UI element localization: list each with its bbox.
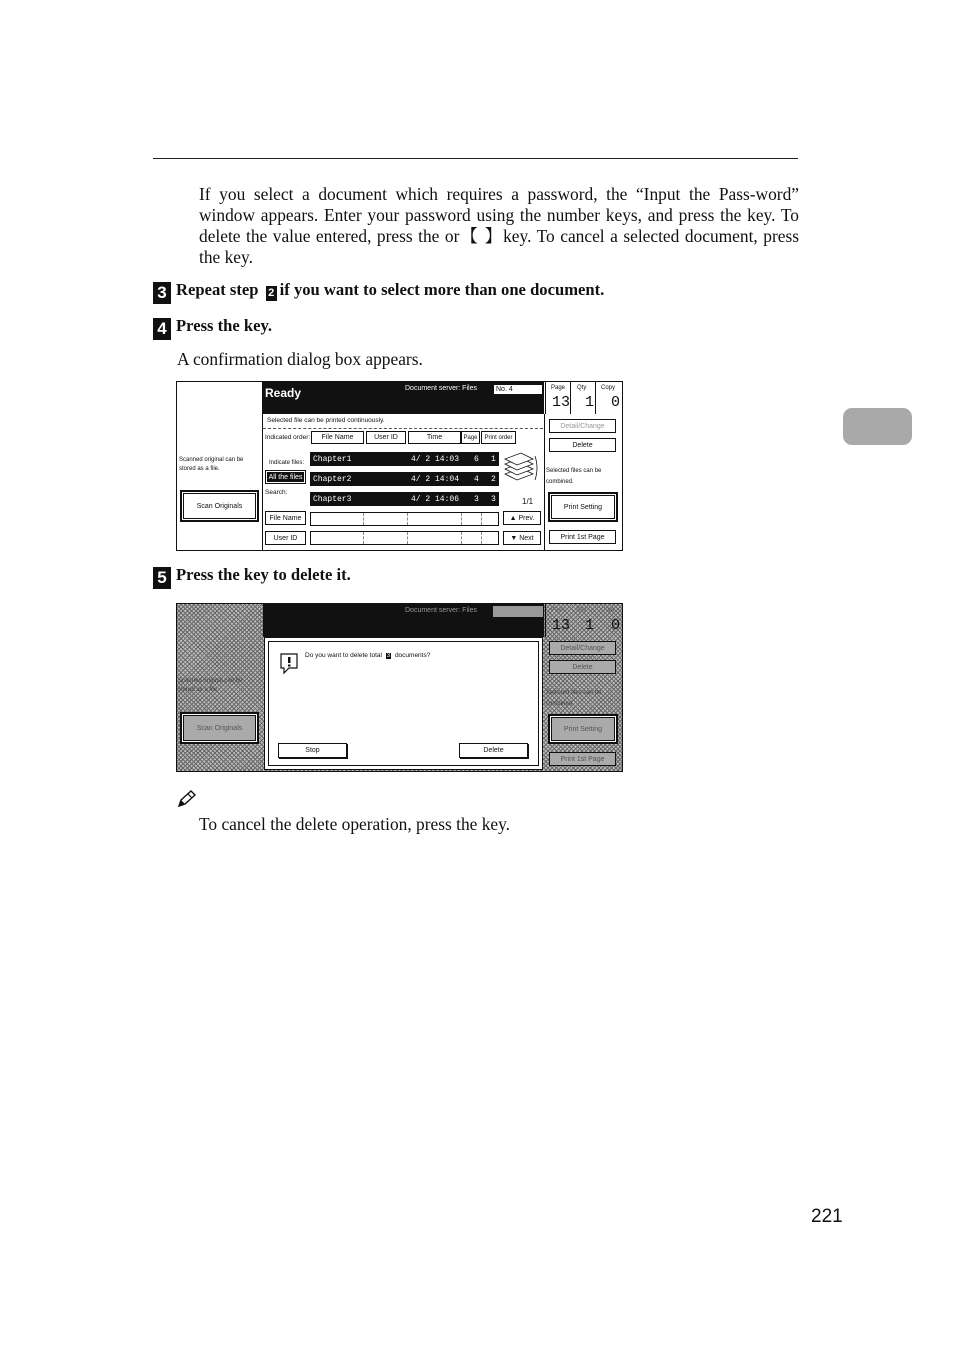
confirm-question: Do you want to delete total 3 documents? — [305, 652, 431, 659]
number-field: No. 4 — [493, 384, 543, 395]
combined-info: Selected files can be combined. — [546, 468, 602, 485]
left-info: Scanned original can be stored as a file. — [178, 678, 243, 693]
all-files-button[interactable]: All the files — [265, 470, 306, 484]
prev-button[interactable]: ▲ Prev. — [503, 511, 541, 525]
step-ref-number: 2 — [266, 286, 277, 301]
page-number: 221 — [811, 1206, 843, 1227]
step-4-result: A confirmation dialog box appears. — [177, 349, 423, 369]
counter-value: 1 — [585, 394, 595, 411]
order-label: Indicated order: — [265, 434, 311, 441]
status-text: Ready — [265, 386, 302, 400]
file-time: 4/ 2 14:03 — [411, 454, 460, 464]
sort-user-id-button[interactable]: User ID — [366, 431, 406, 444]
screen-file-list — [176, 381, 623, 551]
sort-print-order-button[interactable]: Print order — [481, 431, 516, 444]
pager-text: 1/1 — [522, 497, 534, 506]
file-page: 4 — [474, 474, 479, 484]
search-label: Search: — [265, 489, 288, 496]
table-row[interactable] — [310, 452, 499, 466]
note-pencil-icon — [176, 790, 196, 808]
search-file-name-button[interactable]: File Name — [265, 511, 306, 525]
table-row-empty[interactable] — [310, 512, 499, 526]
counter-label: Page — [551, 607, 566, 613]
step-text: Press the key to delete it. — [176, 565, 351, 584]
counter-label: Page — [551, 385, 566, 391]
step-text: Press the key. — [176, 316, 273, 335]
print-first-page-button: Print 1st Page — [549, 752, 616, 766]
next-button[interactable]: ▼ Next — [503, 531, 541, 545]
counter-value: 13 — [552, 617, 571, 634]
file-order: 3 — [491, 494, 496, 504]
scan-originals-button[interactable]: Scan Originals — [180, 490, 259, 522]
file-name: Chapter2 — [313, 474, 352, 484]
print-setting-button: Print Setting — [548, 714, 618, 744]
table-row[interactable] — [310, 472, 499, 486]
scan-originals-button: Scan Originals — [180, 712, 259, 744]
sort-time-button[interactable]: Time — [408, 431, 461, 444]
file-page: 3 — [474, 494, 479, 504]
counter-label: Qty — [577, 385, 587, 391]
counter-panel — [545, 604, 622, 637]
count-badge: 3 — [386, 653, 391, 659]
step-number: 5 — [153, 567, 171, 589]
chapter-tab — [843, 408, 912, 445]
file-name: Chapter3 — [313, 494, 352, 504]
step-3 — [153, 280, 604, 304]
step-number: 4 — [153, 318, 171, 340]
counter-value: 1 — [585, 617, 595, 634]
counter-label: Copy — [601, 385, 616, 391]
exclamation-icon — [279, 652, 301, 676]
file-page: 6 — [474, 454, 479, 464]
table-row-empty[interactable] — [310, 531, 499, 545]
delete-button: Delete — [549, 660, 616, 674]
delete-button[interactable]: Delete — [549, 438, 616, 452]
indicate-label: Indicate files: — [269, 460, 305, 466]
file-order: 2 — [491, 474, 496, 484]
table-row[interactable] — [310, 492, 499, 506]
header-rule — [153, 158, 798, 159]
note-text: To cancel the delete operation, press the key. — [199, 814, 511, 834]
confirm-delete-button[interactable]: Delete — [459, 743, 528, 758]
step-4 — [153, 316, 272, 340]
combined-info: Selected files can be combined. — [546, 690, 602, 707]
file-time: 4/ 2 14:04 — [411, 474, 460, 484]
file-time: 4/ 2 14:06 — [411, 494, 460, 504]
counter-panel — [545, 382, 622, 414]
file-stack-icon — [503, 450, 539, 486]
stop-button[interactable]: Stop — [278, 743, 347, 758]
step-5 — [153, 565, 351, 589]
sort-file-name-button[interactable]: File Name — [311, 431, 364, 444]
print-setting-button[interactable]: Print Setting — [548, 492, 618, 522]
step-text-after: if you want to select more than one document. — [279, 280, 605, 299]
info-banner: Selected file can be printed continuously. — [267, 417, 385, 424]
file-order: 1 — [491, 454, 496, 464]
step-number: 3 — [153, 282, 171, 304]
search-user-id-button[interactable]: User ID — [265, 531, 306, 545]
counter-value: 13 — [552, 394, 571, 411]
counter-label: Copy — [601, 607, 616, 613]
counter-label: Qty — [577, 607, 587, 613]
screen-delete-confirm — [176, 603, 623, 772]
detail-change-button[interactable]: Detail/Change — [549, 419, 616, 433]
screen-title: Document server: Files — [405, 385, 477, 392]
step-text: Repeat step — [176, 280, 259, 299]
intro-paragraph: If you select a document which requires a password, the “Input the Pass-word” window appears. Enter your password using the number keys, and press the key. To delete the value entered, press the or【 】key. To cancel a selected document, press the key. — [199, 184, 799, 267]
file-name: Chapter1 — [313, 454, 352, 464]
counter-value: 0 — [611, 394, 621, 411]
left-info: Scanned original can be stored as a file. — [179, 457, 244, 472]
detail-change-button: Detail/Change — [549, 641, 616, 655]
screen-title: Document server: Files — [405, 607, 477, 614]
sort-page-button[interactable]: Page — [461, 431, 480, 444]
confirm-dialog — [264, 637, 543, 770]
print-first-page-button[interactable]: Print 1st Page — [549, 530, 616, 544]
counter-value: 0 — [611, 617, 621, 634]
